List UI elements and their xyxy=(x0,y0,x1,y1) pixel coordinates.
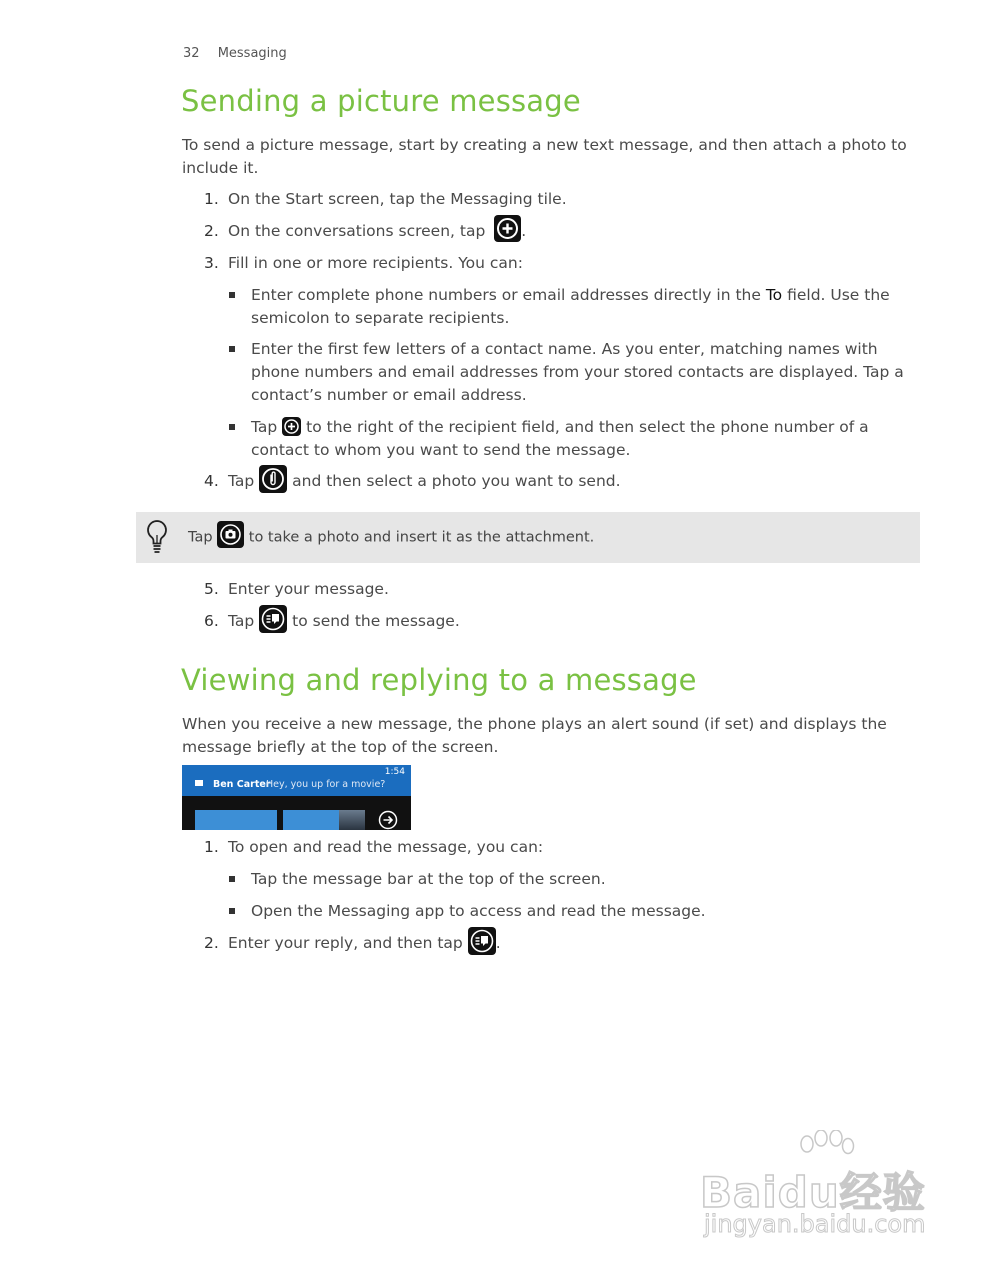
bullet-text xyxy=(251,416,921,462)
step-text-after: . xyxy=(495,934,501,952)
step-number: 1. xyxy=(204,190,219,208)
camera-icon xyxy=(217,521,244,548)
bullet-text-after: field. Use the semicolon to separate recipients. xyxy=(251,286,890,327)
step-text-before: Tap xyxy=(228,472,255,490)
bullet-marker xyxy=(229,424,235,430)
section2-intro: When you receive a new message, the phone plays an alert sound (if set) and displays the message briefly at the top of the screen. xyxy=(182,715,887,756)
bullet-marker xyxy=(229,346,235,352)
step-number: 4. xyxy=(204,472,219,490)
tip-text-after: to take a photo and insert it as the attachment. xyxy=(248,529,595,546)
page-number: 32 xyxy=(183,46,200,61)
step-text-after: . xyxy=(521,222,527,240)
send-icon xyxy=(468,927,496,955)
bullet-text: Tap the message bar at the top of the screen. xyxy=(251,870,606,888)
to-field-label: To xyxy=(765,286,783,304)
send-icon xyxy=(259,605,287,633)
notification-screenshot xyxy=(182,765,411,830)
header-section: Messaging xyxy=(217,46,287,61)
step-number: 6. xyxy=(204,612,219,630)
bullet-text: Enter the first few letters of a contact name. As you enter, matching names with phone numbers and email addresses from your stored contacts are displayed. Tap a contact’s number or email address. xyxy=(251,340,904,404)
step-number: 2. xyxy=(204,222,219,240)
bullet-marker xyxy=(229,908,235,914)
step-text: Fill in one or more recipients. You can: xyxy=(228,254,523,272)
step-text: On the Start screen, tap the Messaging tile. xyxy=(228,190,567,208)
watermark-url: jingyan.baidu.com xyxy=(704,1210,926,1238)
step-text xyxy=(228,220,526,243)
watermark-brand: Baidu经验 xyxy=(700,1168,926,1217)
section-title-viewing: Viewing and replying to a message xyxy=(181,663,697,697)
add-icon xyxy=(282,417,301,436)
step-number: 5. xyxy=(204,580,219,598)
step-text-after: to send the message. xyxy=(292,612,460,630)
lightbulb-icon xyxy=(144,518,170,558)
start-tile xyxy=(283,810,365,830)
bullet-text: Open the Messaging app to access and read the message. xyxy=(251,902,706,920)
running-header xyxy=(183,46,287,61)
bullet-marker xyxy=(229,876,235,882)
step-text xyxy=(228,610,460,633)
tip-box xyxy=(136,512,920,563)
step-text xyxy=(228,470,621,493)
add-icon xyxy=(494,215,521,242)
step-number: 2. xyxy=(204,934,219,952)
bullet-text-after: to the right of the recipient field, and then select the phone number of a contact to whom you want to send the message. xyxy=(251,418,869,459)
notification-time: 1:54 xyxy=(384,767,405,777)
bullet-marker xyxy=(229,292,235,298)
step-text-after: and then select a photo you want to send. xyxy=(292,472,621,490)
step-text xyxy=(228,932,501,955)
bullet-text-before: Tap xyxy=(251,418,278,436)
step-text-before: Enter your reply, and then tap xyxy=(228,934,463,952)
attach-icon xyxy=(259,465,287,493)
step-text: To open and read the message, you can: xyxy=(228,838,544,856)
step-number: 1. xyxy=(204,838,219,856)
notification-sender: Ben Carter xyxy=(213,779,271,790)
tip-text xyxy=(188,527,594,548)
tip-text-before: Tap xyxy=(188,529,213,546)
section-title-sending: Sending a picture message xyxy=(181,84,581,118)
bullet-text xyxy=(251,284,921,330)
step-number: 3. xyxy=(204,254,219,272)
step-text-before: Tap xyxy=(228,612,255,630)
notification-bar xyxy=(182,765,411,796)
start-tile xyxy=(195,810,277,830)
step-text-before: On the conversations screen, tap xyxy=(228,222,486,240)
step-text: Enter your message. xyxy=(228,580,389,598)
message-icon xyxy=(195,780,203,786)
arrow-icon xyxy=(378,810,398,830)
bullet-text-before: Enter complete phone numbers or email addresses directly in the xyxy=(251,286,766,304)
contact-photo xyxy=(339,810,365,830)
section1-intro: To send a picture message, start by creating a new text message, and then attach a photo to include it. xyxy=(182,136,907,177)
notification-preview: Hey, you up for a movie? xyxy=(266,779,386,790)
